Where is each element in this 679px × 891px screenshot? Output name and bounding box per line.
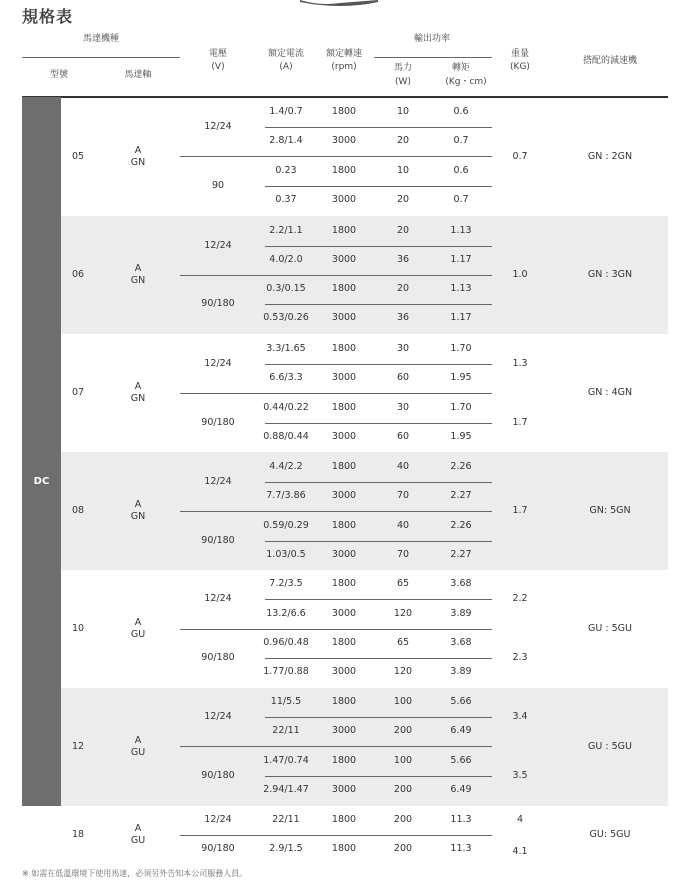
output-power: 120: [393, 666, 413, 677]
rated-speed: 3000: [331, 372, 357, 383]
torque-value: 6.49: [450, 784, 472, 795]
torque-value: 1.95: [450, 431, 472, 442]
torque-value: 3.89: [450, 608, 472, 619]
output-power: 30: [396, 343, 410, 354]
rated-speed: 3000: [331, 784, 357, 795]
header-speed-unit: (rpm): [331, 62, 357, 72]
torque-value: 5.66: [450, 696, 472, 707]
voltage-value: 90/180: [201, 651, 235, 663]
model-number: 10: [71, 623, 85, 634]
header-power-unit: (W): [395, 77, 411, 87]
torque-value: 1.17: [450, 254, 472, 265]
output-power: 20: [396, 194, 410, 205]
model-number: 12: [71, 741, 85, 752]
weight-value: 1.7: [512, 505, 528, 516]
torque-value: 1.13: [450, 283, 472, 294]
rated-current: 13.2/6.6: [266, 608, 306, 619]
rated-current: 1.47/0.74: [263, 755, 309, 766]
model-number: 07: [71, 387, 85, 398]
output-power: 70: [396, 490, 410, 501]
rated-speed: 1800: [331, 696, 357, 707]
voltage-value: 90/180: [201, 769, 235, 781]
row-divider: [265, 541, 492, 542]
torque-value: 2.27: [450, 549, 472, 560]
row-divider: [265, 482, 492, 483]
row-divider: [265, 304, 492, 305]
row-divider: [265, 717, 492, 718]
rated-current: 22/11: [272, 814, 300, 825]
output-power: 65: [396, 578, 410, 589]
header-divider: [22, 57, 180, 58]
header-motor-model: 馬達機種: [82, 34, 120, 44]
torque-value: 1.70: [450, 343, 472, 354]
weight-value: 2.3: [512, 651, 528, 663]
torque-value: 2.26: [450, 520, 472, 531]
torque-value: 0.6: [453, 106, 469, 117]
header-model-no: 型號: [49, 70, 69, 80]
output-power: 200: [393, 725, 413, 736]
header-weight-unit: (KG): [510, 62, 530, 72]
rated-speed: 3000: [331, 312, 357, 323]
voltage-value: 90/180: [201, 297, 235, 309]
row-divider: [265, 127, 492, 128]
shaft-type: A: [134, 823, 142, 834]
rated-current: 4.4/2.2: [269, 461, 303, 472]
model-number: 06: [71, 269, 85, 280]
header-torque-unit: (Kg・cm): [445, 77, 487, 87]
rated-current: 0.96/0.48: [263, 637, 309, 648]
voltage-divider: [180, 156, 492, 157]
shaft-type: GN: [130, 511, 146, 522]
model-number: 18: [71, 829, 85, 840]
output-power: 36: [396, 254, 410, 265]
rated-speed: 3000: [331, 549, 357, 560]
output-power: 10: [396, 165, 410, 176]
voltage-divider: [180, 511, 492, 512]
header-power: 馬力: [393, 63, 413, 73]
voltage-divider: [180, 275, 492, 276]
voltage-value: 90/180: [201, 843, 235, 854]
row-divider: [265, 599, 492, 600]
header-shaft: 馬達軸: [124, 70, 152, 80]
weight-value: 0.7: [512, 151, 528, 162]
header-voltage: 電壓: [208, 49, 228, 59]
voltage-value: 12/24: [204, 593, 232, 604]
rated-speed: 1800: [331, 461, 357, 472]
rated-current: 0.44/0.22: [263, 402, 309, 413]
row-divider: [265, 186, 492, 187]
header-torque: 轉矩: [451, 63, 471, 73]
output-power: 100: [393, 755, 413, 766]
rated-current: 2.9/1.5: [269, 843, 303, 854]
output-power: 20: [396, 135, 410, 146]
gear-reducer: GU: 5GU: [589, 829, 631, 840]
header-gear: 搭配的減速機: [582, 56, 638, 66]
header-output-divider: [374, 57, 492, 58]
output-power: 70: [396, 549, 410, 560]
page-title: 規格表: [22, 7, 74, 26]
rated-speed: 1800: [331, 843, 357, 854]
rated-current: 6.6/3.3: [269, 372, 303, 383]
torque-value: 3.68: [450, 637, 472, 648]
output-power: 200: [393, 843, 413, 854]
rated-speed: 3000: [331, 135, 357, 146]
header-current: 額定電流: [267, 49, 305, 59]
rated-current: 0.59/0.29: [263, 520, 309, 531]
torque-value: 1.17: [450, 312, 472, 323]
weight-value: 4: [516, 814, 524, 825]
rated-speed: 3000: [331, 431, 357, 442]
rated-current: 1.03/0.5: [266, 549, 306, 560]
weight-value: 4.1: [512, 846, 528, 857]
shaft-type: GU: [130, 747, 146, 758]
weight-value: 3.4: [512, 710, 528, 722]
weight-value: 1.7: [512, 416, 528, 428]
output-power: 20: [396, 225, 410, 236]
torque-value: 3.68: [450, 578, 472, 589]
output-power: 40: [396, 520, 410, 531]
rated-speed: 1800: [331, 814, 357, 825]
gear-reducer: GN : 2GN: [587, 151, 633, 162]
voltage-value: 12/24: [204, 814, 232, 825]
rated-speed: 1800: [331, 165, 357, 176]
output-power: 100: [393, 696, 413, 707]
shaft-type: GU: [130, 629, 146, 640]
voltage-value: 12/24: [204, 710, 232, 722]
weight-value: 3.5: [512, 769, 528, 781]
voltage-value: 90/180: [201, 534, 235, 546]
rated-current: 22/11: [272, 725, 300, 736]
shaft-type: A: [134, 381, 142, 392]
model-number: 08: [71, 505, 85, 516]
rated-speed: 3000: [331, 490, 357, 501]
weight-value: 2.2: [512, 593, 528, 604]
row-divider: [265, 364, 492, 365]
shaft-type: GN: [130, 157, 146, 168]
rated-speed: 3000: [331, 725, 357, 736]
output-power: 10: [396, 106, 410, 117]
output-power: 20: [396, 283, 410, 294]
header-bottom-rule-thick: [22, 96, 668, 98]
output-power: 30: [396, 402, 410, 413]
shaft-type: A: [134, 499, 142, 510]
weight-value: 1.3: [512, 357, 528, 369]
voltage-value: 90/180: [201, 416, 235, 428]
output-power: 40: [396, 461, 410, 472]
rated-speed: 3000: [331, 608, 357, 619]
rated-current: 0.23: [275, 165, 297, 176]
rated-current: 7.7/3.86: [266, 490, 306, 501]
row-divider: [265, 776, 492, 777]
rated-speed: 1800: [331, 578, 357, 589]
gear-reducer: GU : 5GU: [588, 623, 632, 634]
shaft-type: GN: [130, 393, 146, 404]
voltage-divider: [180, 393, 492, 394]
output-power: 65: [396, 637, 410, 648]
rated-speed: 1800: [331, 637, 357, 648]
decorative-graphic: [300, 0, 378, 6]
torque-value: 3.89: [450, 666, 472, 677]
row-divider: [265, 423, 492, 424]
shaft-type: A: [134, 263, 142, 274]
rated-current: 4.0/2.0: [269, 254, 303, 265]
torque-value: 1.70: [450, 402, 472, 413]
shaft-type: A: [134, 735, 142, 746]
torque-value: 0.7: [453, 135, 469, 146]
torque-value: 1.95: [450, 372, 472, 383]
rated-current: 3.3/1.65: [266, 343, 306, 354]
voltage-value: 12/24: [204, 239, 232, 251]
rated-current: 0.53/0.26: [263, 312, 309, 323]
torque-value: 5.66: [450, 755, 472, 766]
gear-reducer: GN : 4GN: [587, 387, 633, 398]
shaft-type: A: [134, 617, 142, 628]
torque-value: 0.6: [453, 165, 469, 176]
shaft-type: GU: [130, 835, 146, 846]
rated-speed: 1800: [331, 343, 357, 354]
torque-value: 6.49: [450, 725, 472, 736]
rated-current: 0.37: [275, 194, 297, 205]
voltage-divider: [180, 629, 492, 630]
gear-reducer: GN : 3GN: [587, 269, 633, 280]
torque-value: 11.3: [450, 814, 472, 825]
voltage-value: 12/24: [204, 120, 232, 132]
header-weight: 重量: [510, 49, 530, 59]
output-power: 60: [396, 372, 410, 383]
voltage-value: 12/24: [204, 357, 232, 369]
torque-value: 0.7: [453, 194, 469, 205]
rated-speed: 3000: [331, 666, 357, 677]
group-band: [61, 688, 668, 806]
rated-current: 2.8/1.4: [269, 135, 303, 146]
output-power: 60: [396, 431, 410, 442]
output-power: 200: [393, 814, 413, 825]
category-bar: [22, 97, 61, 806]
header-output: 輸出功率: [413, 34, 451, 44]
rated-speed: 1800: [331, 520, 357, 531]
row-divider: [265, 246, 492, 247]
header-current-unit: (A): [279, 62, 293, 72]
voltage-divider: [180, 835, 492, 836]
torque-value: 2.27: [450, 490, 472, 501]
shaft-type: GN: [130, 275, 146, 286]
weight-value: 1.0: [512, 269, 528, 280]
rated-speed: 1800: [331, 225, 357, 236]
rated-current: 0.3/0.15: [266, 283, 306, 294]
output-power: 120: [393, 608, 413, 619]
rated-speed: 1800: [331, 106, 357, 117]
torque-value: 11.3: [450, 843, 472, 854]
voltage-value: 12/24: [204, 475, 232, 487]
voltage-divider: [180, 746, 492, 747]
category-label: DC: [33, 476, 50, 487]
rated-speed: 1800: [331, 402, 357, 413]
rated-current: 2.94/1.47: [263, 784, 309, 795]
gear-reducer: GU : 5GU: [588, 741, 632, 752]
header-voltage-unit: (V): [211, 62, 225, 72]
rated-current: 0.88/0.44: [263, 431, 309, 442]
rated-speed: 3000: [331, 254, 357, 265]
voltage-value: 90: [211, 179, 225, 191]
footnote: ※ 如需在低溫環境下使用馬達，必須另外告知本公司服務人員。: [22, 869, 248, 878]
gear-reducer: GN: 5GN: [589, 505, 631, 516]
output-power: 200: [393, 784, 413, 795]
header-speed: 額定轉速: [325, 49, 363, 59]
rated-speed: 1800: [331, 283, 357, 294]
rated-current: 11/5.5: [270, 696, 302, 707]
rated-speed: 3000: [331, 194, 357, 205]
torque-value: 1.13: [450, 225, 472, 236]
shaft-type: A: [134, 145, 142, 156]
output-power: 36: [396, 312, 410, 323]
rated-current: 1.4/0.7: [269, 106, 303, 117]
model-number: 05: [71, 151, 85, 162]
rated-speed: 1800: [331, 755, 357, 766]
row-divider: [265, 658, 492, 659]
rated-current: 7.2/3.5: [269, 578, 303, 589]
rated-current: 1.77/0.88: [263, 666, 309, 677]
torque-value: 2.26: [450, 461, 472, 472]
rated-current: 2.2/1.1: [269, 225, 303, 236]
